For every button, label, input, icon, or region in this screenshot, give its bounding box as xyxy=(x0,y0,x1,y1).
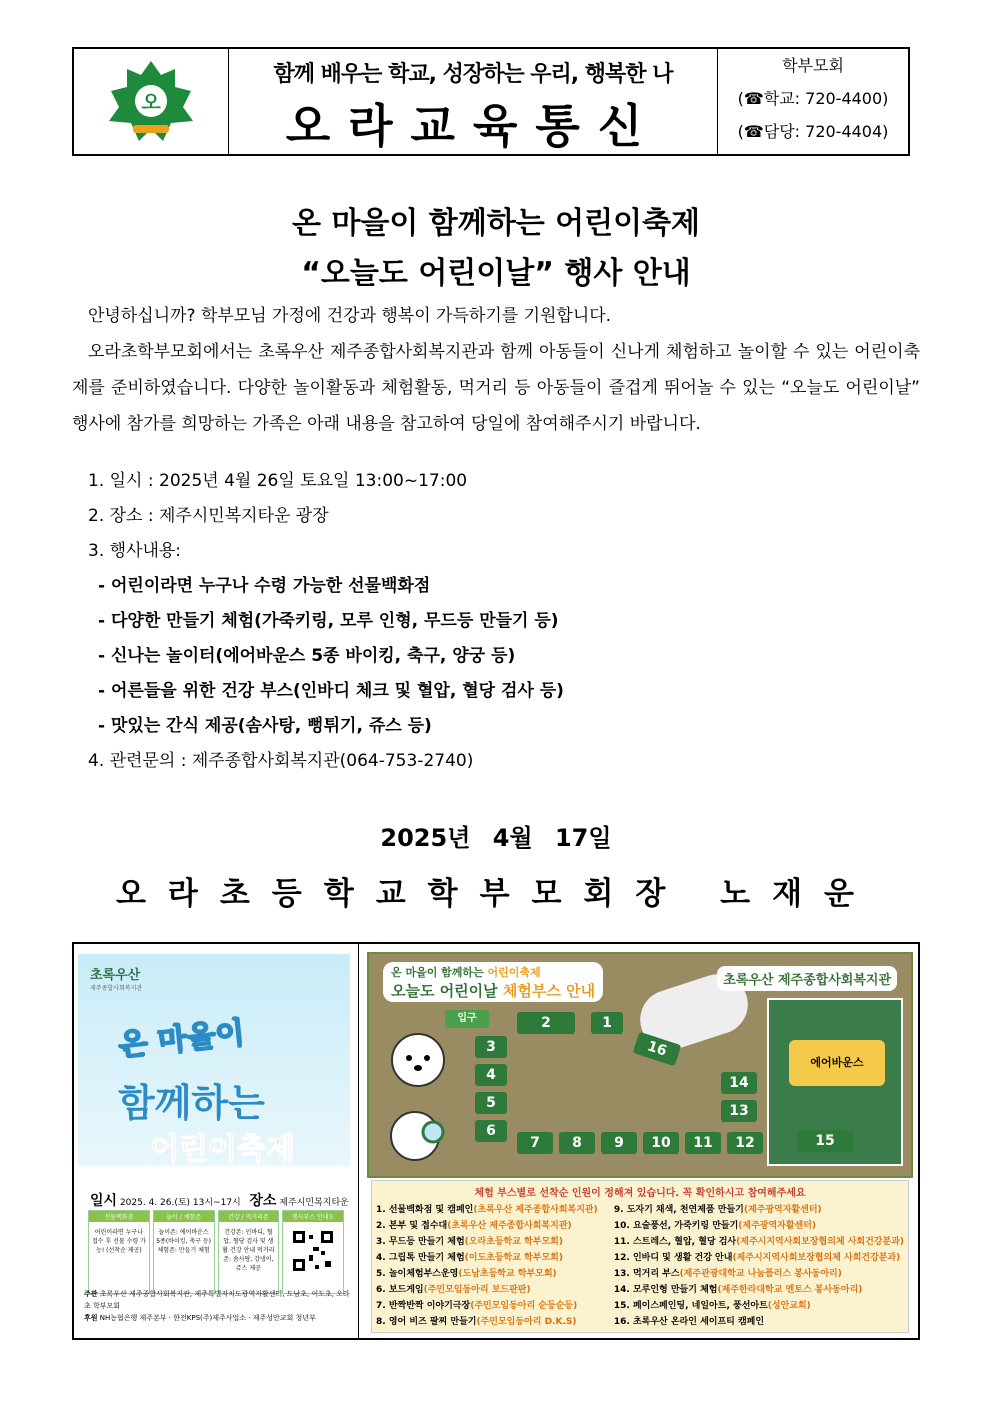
list-item-text: 5. 놀이체험부스운영 xyxy=(376,1269,459,1279)
list-item-org: (제주시지역사회보장협의체 사회건강분과) xyxy=(736,1237,904,1247)
festival-poster xyxy=(74,944,359,1338)
details-list xyxy=(88,464,564,779)
header-title-block xyxy=(229,49,718,154)
list-item-org: (주민모임동아리 D.K.S) xyxy=(476,1317,577,1327)
emblem-icon xyxy=(103,57,199,147)
list-item-org: (이도초등학교 학부모회) xyxy=(464,1253,563,1263)
booth-7: 7 xyxy=(517,1132,553,1154)
list-item xyxy=(376,1250,614,1266)
list-item-text: 13. 먹거리 부스 xyxy=(613,1269,680,1279)
map-title-b: 어린이축제 xyxy=(487,966,541,979)
notice-head: 체험 부스별로 선착순 인원이 정해져 있습니다. 꼭 확인하시고 참여해주세요 xyxy=(474,1188,806,1199)
list-item-org: (성안교회) xyxy=(767,1301,811,1311)
poster-box-head: 건강 / 먹거리존 xyxy=(219,1211,279,1222)
poster-hosts xyxy=(84,1288,350,1324)
booth-5: 5 xyxy=(475,1092,507,1114)
map-title xyxy=(383,962,603,1002)
host-text: 초록우산 제주종합사회복지관, 제주특별자치도광역자활센터, 도남초, 이도초, 오라초 학부모회 xyxy=(84,1290,350,1310)
list-item xyxy=(376,1298,614,1314)
map-title-c: 오늘도 어린이날 xyxy=(391,982,503,1000)
doc-title-line2: “오늘도 어린이날” 행사 안내 xyxy=(301,256,691,291)
booth-list-left xyxy=(376,1202,614,1330)
poster-box xyxy=(282,1210,344,1294)
poster-brand xyxy=(90,964,142,992)
list-item-org: (제주광역자활센터) xyxy=(738,1221,817,1231)
poster-date: 2025. 4. 26.(토) 13시~17시 xyxy=(119,1198,241,1208)
booth-8: 8 xyxy=(559,1132,595,1154)
poster-box xyxy=(153,1210,215,1294)
event-contact: 4. 관련문의 : 제주종합사회복지관(064-753-2740) xyxy=(88,751,474,771)
poster-box xyxy=(218,1210,280,1294)
list-item-text: 6. 보드게임 xyxy=(376,1285,424,1295)
list-item-org: (도남초등학교 학부모회) xyxy=(458,1269,557,1279)
staff-phone: (☎담당: 720-4404) xyxy=(737,122,889,141)
list-item-text: 11. 스트레스, 혈압, 혈당 검사 xyxy=(613,1237,737,1247)
list-item xyxy=(376,1266,614,1282)
booth-1: 1 xyxy=(591,1012,623,1034)
event-item: - 맛있는 간식 제공(솜사탕, 뻥튀기, 쥬스 등) xyxy=(98,716,432,736)
poster-box-head: 행사부스 안내도 xyxy=(283,1211,343,1222)
host-label: 주관 xyxy=(84,1290,98,1298)
list-item-org: (제주시지역사회보장협의체 사회건강분과) xyxy=(732,1253,901,1263)
poster-box-head: 선물백화점 xyxy=(89,1211,149,1222)
booth-9: 9 xyxy=(601,1132,637,1154)
list-item xyxy=(614,1202,904,1218)
qr-code-icon xyxy=(291,1229,335,1273)
event-place: 2. 장소 : 제주시민복지타운 광장 xyxy=(88,506,329,526)
list-item xyxy=(614,1266,904,1282)
poster-headline-3: 어린이축제 xyxy=(150,1132,295,1167)
list-item xyxy=(376,1234,614,1250)
event-item: - 다양한 만들기 체험(가죽키링, 모루 인형, 무드등 만들기 등) xyxy=(98,611,559,631)
list-item-text: 14. 모루인형 만들기 체험 xyxy=(613,1285,718,1295)
list-item-text: 9. 도자기 채색, 천연제품 만들기 xyxy=(613,1205,744,1215)
list-item xyxy=(376,1314,614,1330)
list-item-text: 12. 인바디 및 생활 건강 안내 xyxy=(613,1253,733,1263)
air-bounce-area: 에어바운스 xyxy=(789,1040,885,1086)
doc-title-line1: 온 마을이 함께하는 어린이축제 xyxy=(291,206,701,241)
poster-place: 제주시민복지타운 xyxy=(279,1198,349,1208)
list-item-org: (주민모임동아리 순등순등) xyxy=(470,1301,578,1311)
signature: 오라초등학교학부모회장 노재운 xyxy=(115,876,877,912)
emblem-letter: 오 xyxy=(141,89,161,114)
sponsor-text: NH농협은행 제주본부 · 한전KPS(주)제주사업소 · 제주성안교회 청년부 xyxy=(99,1314,316,1322)
booth-2: 2 xyxy=(517,1012,575,1034)
list-item-text: 8. 영어 비즈 팔찌 만들기 xyxy=(376,1317,477,1327)
list-item-org: (초록우산 제주종합사회복지관) xyxy=(473,1205,598,1215)
poster-box-text: 어린이라면 누구나 접수 후 선물 수령 가능! (선착순 제공) xyxy=(91,1229,146,1254)
booth-notice xyxy=(371,1180,909,1333)
list-item xyxy=(614,1282,904,1298)
list-item-text: 16. 초록우산 온라인 세이프티 캠페인 xyxy=(613,1317,765,1327)
list-item-text: 15. 페이스페인팅, 네일아트, 풍선아트 xyxy=(613,1301,768,1311)
list-item-org: (제주한라대학교 멘토스 봉사동아리) xyxy=(717,1285,863,1295)
list-item-text: 1. 선물백화점 및 캠페인 xyxy=(376,1205,474,1215)
poster-headline-2: 함께하는 xyxy=(118,1081,265,1125)
sponsor-label: 후원 xyxy=(84,1314,98,1322)
event-item: - 어른들을 위한 건강 부스(인바디 체크 및 혈압, 혈당 검사 등) xyxy=(98,681,564,701)
map-org: 초록우산 제주종합사회복지관 xyxy=(717,966,897,991)
poster-headline-1: 온 마을이 xyxy=(116,1015,247,1064)
list-item-org: (초록우산 제주종합사회복지관) xyxy=(447,1221,572,1231)
school-slogan: 함께 배우는 학교, 성장하는 우리, 행복한 나 xyxy=(273,62,673,87)
entrance-marker: 입구 xyxy=(445,1010,489,1028)
poster-box-text: 건강존: 인바디, 혈압, 혈당 검사 및 생활 건강 안내 먹거리존: 솜사탕, 강냉이, 쥬스 제공 xyxy=(222,1229,275,1272)
issue-date: 2025년 4월 17일 xyxy=(380,824,612,852)
map-title-d: 체험부스 안내 xyxy=(502,982,596,1000)
list-item xyxy=(614,1234,904,1250)
list-item-org: (제주관광대학교 나눔플러스 봉사동아리) xyxy=(679,1269,842,1279)
list-item-org: (오라초등학교 학부모회) xyxy=(464,1237,563,1247)
list-item-text: 7. 반짝반짝 이야기극장 xyxy=(376,1301,471,1311)
booth-12: 12 xyxy=(727,1132,763,1154)
booth-15: 15 xyxy=(797,1130,853,1152)
booth-14: 14 xyxy=(721,1072,757,1094)
list-item xyxy=(614,1250,904,1266)
school-emblem xyxy=(74,49,229,154)
puppy-magnifier-icon xyxy=(383,1102,453,1172)
booth-6: 6 xyxy=(475,1120,507,1142)
event-date: 1. 일시 : 2025년 4월 26일 토요일 13:00~17:00 xyxy=(88,471,468,491)
map-title-a: 온 마을이 함께하는 xyxy=(391,966,488,979)
dept-label: 학부모회 xyxy=(782,56,844,75)
booth-11: 11 xyxy=(685,1132,721,1154)
booth-3: 3 xyxy=(475,1036,507,1058)
newsletter-header xyxy=(72,47,910,156)
event-item: - 신나는 놀이터(에어바운스 5종 바이킹, 축구, 양궁 등) xyxy=(98,646,516,666)
list-item xyxy=(376,1282,614,1298)
poster-boxes xyxy=(88,1210,344,1294)
list-item xyxy=(614,1314,904,1330)
booth-10: 10 xyxy=(643,1132,679,1154)
list-item-text: 2. 본부 및 접수대 xyxy=(376,1221,448,1231)
event-item: - 어린이라면 누구나 수령 가능한 선물백화점 xyxy=(98,576,431,596)
school-phone: (☎학교: 720-4400) xyxy=(737,89,889,108)
poster-box xyxy=(88,1210,150,1294)
booth-4: 4 xyxy=(475,1064,507,1086)
poster-date-label: 일시 xyxy=(90,1193,118,1209)
poster-box-head: 놀이 / 체험존 xyxy=(154,1211,214,1222)
list-item-org: (제주광역자활센터) xyxy=(743,1205,822,1215)
poster-box-text: 놀이존: 에어바운스 5종(바이킹, 축구 등) 체험존: 만들기 체험 xyxy=(156,1229,212,1254)
list-item-text: 4. 그립톡 만들기 체험 xyxy=(376,1253,465,1263)
booth-13: 13 xyxy=(721,1100,757,1122)
event-content-label: 3. 행사내용: xyxy=(88,541,182,561)
booth-list-right xyxy=(614,1202,904,1330)
list-item xyxy=(614,1218,904,1234)
intro-paragraph: 오라초학부모회에서는 초록우산 제주종합사회복지관과 함께 아동들이 신나게 체험하고 놀이할 수 있는 어린이축제를 준비하였습니다. 다양한 놀이활동과 체험활동, 먹거리 등 아동들이 즐겁게 뛰어놀 수 있는 “오늘도 어린이날” 행사에 참가를 희망하는 가족은 아래 내용을 참고하여 당일에 참여해주시기 바랍니다. xyxy=(72,342,920,434)
poster-brand-sub: 제주종합사회복지관 xyxy=(90,985,143,992)
list-item-org: (주민모임동아리 보드판판) xyxy=(423,1285,531,1295)
greeting: 안녕하십니까? 학부모님 가정에 건강과 행복이 가득하기를 기원합니다. xyxy=(88,306,612,326)
list-item xyxy=(614,1298,904,1314)
list-item-text: 10. 요술풍선, 가죽키링 만들기 xyxy=(613,1221,739,1231)
poster-brand-name: 초록우산 xyxy=(90,968,141,983)
attachments xyxy=(72,942,920,1340)
list-item-text: 3. 무드등 만들기 체험 xyxy=(376,1237,465,1247)
newsletter-name: 오라교육통신 xyxy=(285,99,661,153)
puppy-mascot-icon xyxy=(383,1024,453,1094)
list-item xyxy=(376,1218,614,1234)
booth-16: 16 xyxy=(633,1032,682,1067)
list-item xyxy=(376,1202,614,1218)
booth-map xyxy=(359,944,918,1338)
poster-place-label: 장소 xyxy=(249,1193,277,1209)
contact-block xyxy=(718,49,908,154)
map-field xyxy=(367,952,913,1178)
